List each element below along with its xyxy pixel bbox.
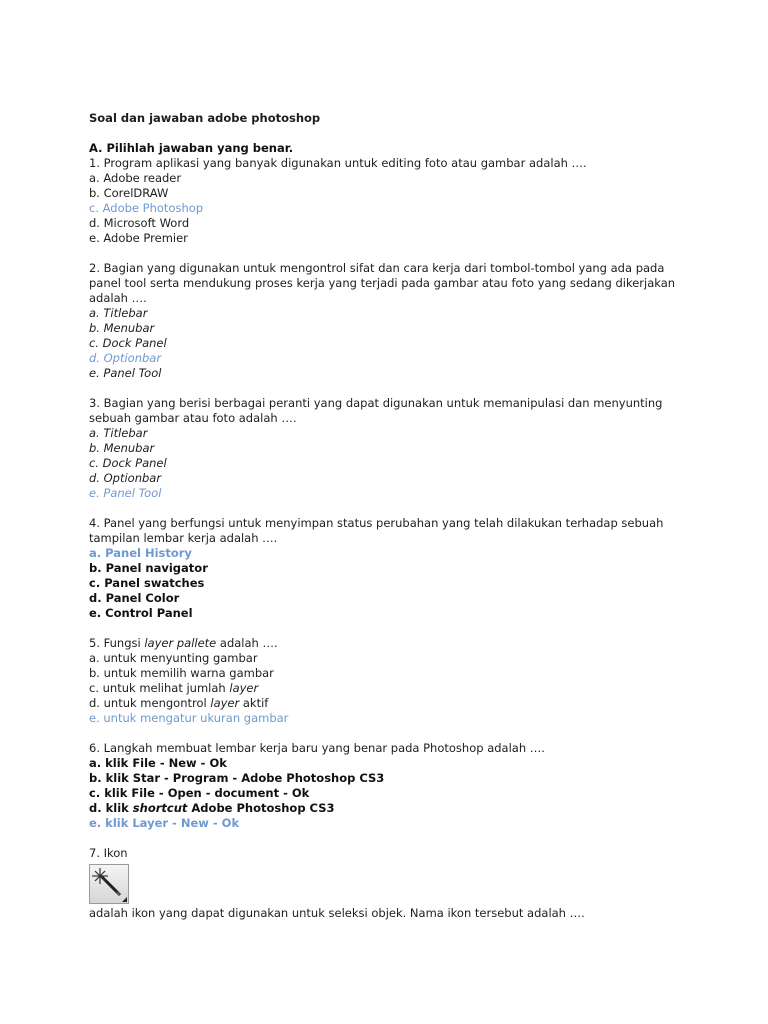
text-segment: 3. Bagian yang berisi berbagai peranti yang dapat digunakan untuk memanipulasi dan menyunting <box>89 396 663 410</box>
text-segment: d. Optionbar <box>89 351 162 365</box>
text-segment: e. klik Layer - New - Ok <box>89 816 240 830</box>
question-prompt-line <box>89 411 689 426</box>
spacer <box>89 726 689 741</box>
document-title: Soal dan jawaban adobe photoshop <box>89 111 321 125</box>
text-segment: c. klik File - Open - document - Ok <box>89 786 310 800</box>
spacer <box>89 831 689 846</box>
answer-option <box>89 711 689 726</box>
spacer <box>89 126 689 141</box>
text-segment: b. Menubar <box>89 321 155 335</box>
answer-option <box>89 486 689 501</box>
question-3 <box>89 396 689 516</box>
text-segment: b. Panel navigator <box>89 561 208 575</box>
spacer <box>89 381 689 396</box>
text-segment: e. Control Panel <box>89 606 193 620</box>
question-prompt-line <box>89 156 689 171</box>
text-segment: d. Panel Color <box>89 591 180 605</box>
spacer <box>89 501 689 516</box>
question-4 <box>89 516 689 636</box>
text-segment: 2. Bagian yang digunakan untuk mengontrol sifat dan cara kerja dari tombol-tombol yang ada pada <box>89 261 665 275</box>
magic-wand-icon <box>89 864 129 904</box>
question-5 <box>89 636 689 741</box>
spacer <box>89 621 689 636</box>
answer-option <box>89 201 689 216</box>
text-segment: a. Titlebar <box>89 306 148 320</box>
text-segment: panel tool serta mendukung proses kerja yang terjadi pada gambar atau foto yang sedang dikerjakan <box>89 276 676 290</box>
text-segment: d. Optionbar <box>89 471 162 485</box>
text-segment: b. CorelDRAW <box>89 186 169 200</box>
answer-choice <box>89 216 689 231</box>
text-segment: b. untuk memilih warna gambar <box>89 666 274 680</box>
text-segment: adalah …. <box>216 636 278 650</box>
text-segment: e. Panel Tool <box>89 366 162 380</box>
question-prompt-line <box>89 636 689 651</box>
question-2 <box>89 261 689 396</box>
text-segment: 4. Panel yang berfungsi untuk menyimpan status perubahan yang telah dilakukan terhadap sebuah <box>89 516 664 530</box>
text-segment: 6. Langkah membuat lembar kerja baru yang benar pada Photoshop adalah …. <box>89 741 545 755</box>
text-segment: e. Panel Tool <box>89 486 162 500</box>
answer-choice <box>89 666 689 681</box>
text-segment: layer <box>210 696 240 710</box>
text-segment: e. untuk mengatur ukuran gambar <box>89 711 289 725</box>
answer-choice <box>89 576 689 591</box>
answer-choice <box>89 771 689 786</box>
text-segment: 5. Fungsi <box>89 636 145 650</box>
question-7-prompt: 7. Ikon <box>89 846 128 860</box>
text-segment: c. Dock Panel <box>89 336 167 350</box>
answer-option <box>89 351 689 366</box>
answer-choice <box>89 171 689 186</box>
answer-choice <box>89 591 689 606</box>
answer-option <box>89 816 689 831</box>
text-segment: a. Adobe reader <box>89 171 182 185</box>
answer-choice <box>89 426 689 441</box>
text-segment: layer <box>229 681 259 695</box>
question-prompt-line <box>89 261 689 276</box>
text-segment: c. untuk melihat jumlah <box>89 681 230 695</box>
question-prompt-line <box>89 516 689 531</box>
question-7-continuation: adalah ikon yang dapat digunakan untuk seleksi objek. Nama ikon tersebut adalah …. <box>89 906 585 920</box>
question-prompt-line <box>89 741 689 756</box>
text-segment: a. Panel History <box>89 546 192 560</box>
answer-choice <box>89 471 689 486</box>
text-segment: d. Microsoft Word <box>89 216 190 230</box>
answer-choice <box>89 801 689 816</box>
answer-option <box>89 546 689 561</box>
text-segment: shortcut <box>132 801 188 815</box>
answer-choice <box>89 681 689 696</box>
answer-choice <box>89 306 689 321</box>
answer-choice <box>89 606 689 621</box>
question-prompt-line <box>89 276 689 291</box>
text-segment: layer pallete <box>144 636 217 650</box>
spacer <box>89 246 689 261</box>
answer-choice <box>89 186 689 201</box>
question-1 <box>89 156 689 261</box>
section-heading: A. Pilihlah jawaban yang benar. <box>89 141 294 155</box>
text-segment: 1. Program aplikasi yang banyak digunakan untuk editing foto atau gambar adalah …. <box>89 156 587 170</box>
answer-choice <box>89 231 689 246</box>
text-segment: a. untuk menyunting gambar <box>89 651 258 665</box>
question-prompt-line <box>89 396 689 411</box>
text-segment: sebuah gambar atau foto adalah …. <box>89 411 297 425</box>
question-prompt-line <box>89 531 689 546</box>
answer-choice <box>89 786 689 801</box>
text-segment: b. Menubar <box>89 441 155 455</box>
answer-choice <box>89 441 689 456</box>
question-prompt-line <box>89 291 689 306</box>
answer-choice <box>89 696 689 711</box>
text-segment: c. Dock Panel <box>89 456 167 470</box>
text-segment: a. klik File - New - Ok <box>89 756 227 770</box>
text-segment: e. Adobe Premier <box>89 231 188 245</box>
text-segment: c. Adobe Photoshop <box>89 201 204 215</box>
answer-choice <box>89 456 689 471</box>
text-segment: d. untuk mengontrol <box>89 696 211 710</box>
question-6 <box>89 741 689 846</box>
answer-choice <box>89 561 689 576</box>
answer-choice <box>89 756 689 771</box>
text-segment: a. Titlebar <box>89 426 148 440</box>
answer-choice <box>89 366 689 381</box>
text-segment: c. Panel swatches <box>89 576 205 590</box>
answer-choice <box>89 321 689 336</box>
document-body <box>89 111 689 921</box>
text-segment: Adobe Photoshop CS3 <box>187 801 335 815</box>
question-list <box>89 156 689 846</box>
text-segment: tampilan lembar kerja adalah …. <box>89 531 278 545</box>
answer-choice <box>89 651 689 666</box>
text-segment: adalah …. <box>89 291 147 305</box>
answer-choice <box>89 336 689 351</box>
text-segment: b. klik Star - Program - Adobe Photoshop CS3 <box>89 771 385 785</box>
text-segment: d. klik <box>89 801 133 815</box>
text-segment: aktif <box>239 696 269 710</box>
